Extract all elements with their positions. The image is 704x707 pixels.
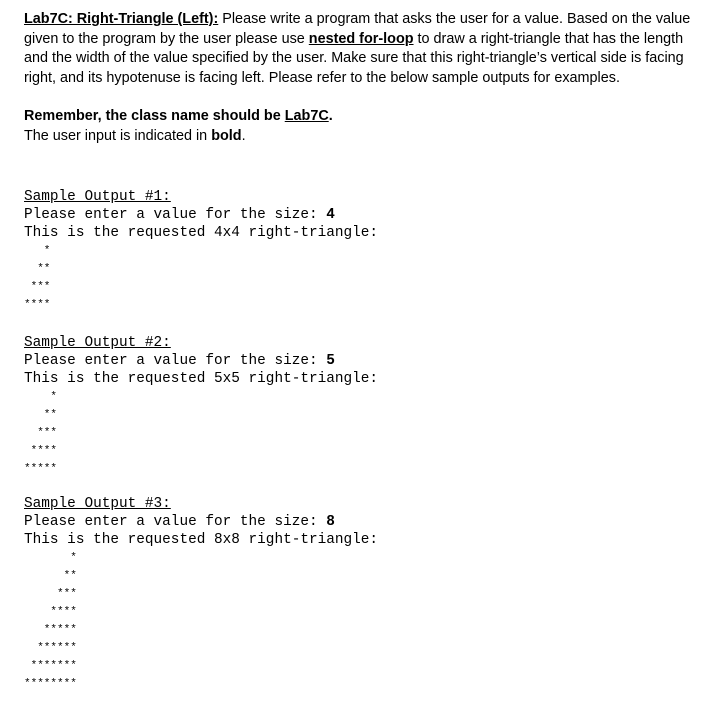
reminder-input-line <box>24 127 696 147</box>
triangle-row: ***** <box>24 463 58 475</box>
triangle-row: ***** <box>24 624 77 636</box>
triangle-row: ** <box>24 570 77 582</box>
lab-heading: Lab7C: Right-Triangle (Left): <box>24 11 219 27</box>
triangle-row: ******* <box>24 660 77 672</box>
triangle-row: ** <box>24 263 51 275</box>
intro-text-2: to draw a right-triangle that has the length and the width of the value specified by the user. Make sure that this right-triangle’s vertical side is facing right, and its hypotenuse is facing left. Please refer to the below sample outputs for examples. <box>24 30 684 86</box>
sample-input: 5 <box>326 353 335 369</box>
triangle-row: *** <box>24 427 58 439</box>
triangle-row: * <box>24 391 58 403</box>
class-name: Lab7C <box>284 108 329 125</box>
input-note-prefix: The user input is indicated in <box>24 127 212 144</box>
sample-input: 8 <box>326 514 335 530</box>
triangle-row: * <box>24 552 77 564</box>
sample-result: This is the requested 4x4 right-triangle: <box>24 225 379 241</box>
sample-output-1 <box>24 188 378 314</box>
sample-prompt: Please enter a value for the size: <box>24 353 327 369</box>
lab-document <box>24 10 696 147</box>
sample-prompt-line <box>24 513 378 531</box>
sample-title: Sample Output #2: <box>24 335 171 351</box>
reminder-prefix: Remember, the class name should be <box>24 108 285 125</box>
sample-prompt: Please enter a value for the size: <box>24 514 327 530</box>
triangle-row: * <box>24 245 51 257</box>
triangle-row: ****** <box>24 642 77 654</box>
triangle-row: **** <box>24 606 77 618</box>
intro-text-1: Please write a program that asks the user for a value. Based on the value given to the program by the user please use <box>24 11 691 47</box>
input-note-suffix: . <box>241 127 246 144</box>
sample-prompt-line <box>24 352 378 370</box>
sample-result: This is the requested 8x8 right-triangle: <box>24 532 379 548</box>
intro-paragraph <box>24 10 696 88</box>
input-note-bold: bold <box>211 127 242 144</box>
reminder-class-line <box>24 107 696 127</box>
triangle-row: *** <box>24 281 51 293</box>
sample-title: Sample Output #1: <box>24 189 171 205</box>
sample-output-2 <box>24 334 378 478</box>
triangle-row: ******** <box>24 678 77 690</box>
sample-title: Sample Output #3: <box>24 496 171 512</box>
triangle-row: **** <box>24 445 58 457</box>
sample-prompt-line <box>24 206 378 224</box>
sample-result: This is the requested 5x5 right-triangle: <box>24 371 379 387</box>
reminder-block <box>24 107 696 146</box>
triangle-row: ** <box>24 409 58 421</box>
nested-for-loop-emphasis: nested for-loop <box>308 30 414 47</box>
triangle-row: **** <box>24 299 51 311</box>
reminder-suffix: . <box>328 108 333 125</box>
sample-output-3 <box>24 495 378 693</box>
sample-prompt: Please enter a value for the size: <box>24 207 327 223</box>
sample-input: 4 <box>326 207 335 223</box>
triangle-row: *** <box>24 588 77 600</box>
